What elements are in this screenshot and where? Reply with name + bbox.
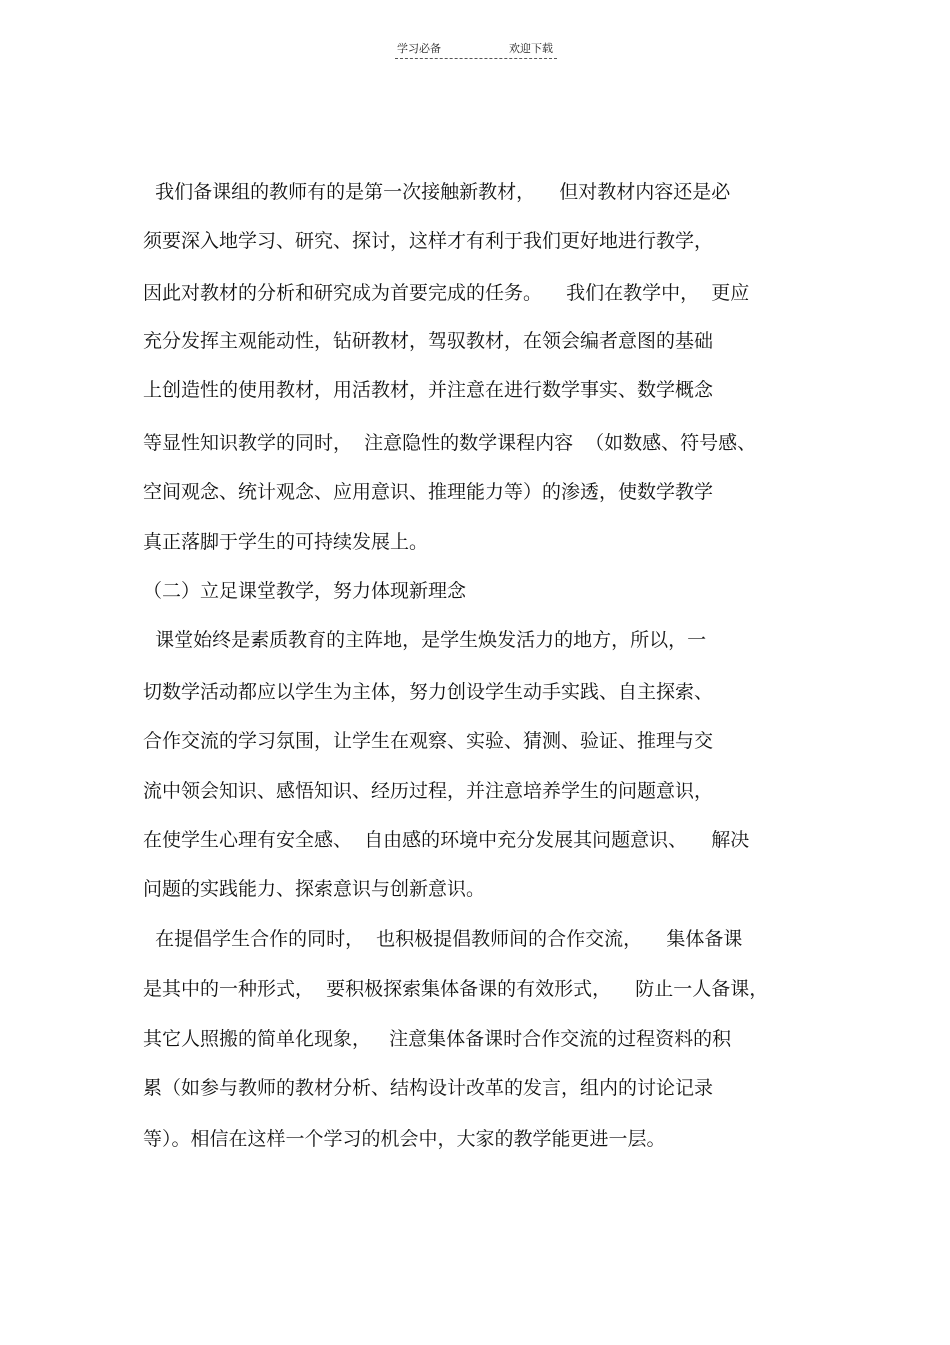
header-right-text: 欢迎下载: [509, 42, 553, 55]
text-line: 我们备课组的教师有的是第一次接触新教材， 但对教材内容还是必: [143, 181, 731, 203]
section-heading: （二）立足课堂教学，努力体现新理念: [143, 580, 467, 602]
text-line: 因此对教材的分析和研究成为首要完成的任务。 我们在教学中， 更应: [143, 282, 750, 304]
text-line: 须要深入地学习、研究、探讨，这样才有利于我们更好地进行教学，: [143, 230, 714, 252]
text-line: 合作交流的学习氛围，让学生在观察、实验、猜测、验证、推理与交: [143, 730, 714, 752]
text-line: 切数学活动都应以学生为主体，努力创设学生动手实践、自主探索、: [143, 681, 714, 703]
text-line: 在提倡学生合作的同时， 也积极提倡教师间的合作交流， 集体备课: [143, 928, 743, 950]
text-line: 充分发挥主观能动性，钻研教材，驾驭教材，在领会编者意图的基础: [143, 330, 714, 352]
text-line: 空间观念、统计观念、应用意识、推理能力等）的渗透，使数学教学: [143, 481, 714, 503]
header-left-text: 学习必备: [397, 42, 441, 55]
text-line: 真正落脚于学生的可持续发展上。: [143, 531, 429, 553]
text-line: 等）。相信在这样一个学习的机会中，大家的教学能更进一层。: [143, 1128, 666, 1150]
text-line: 等显性知识教学的同时， 注意隐性的数学课程内容 （如数感、符号感、: [143, 432, 757, 454]
page-header: [395, 38, 557, 59]
text-line: 是其中的一种形式， 要积极探索集体备课的有效形式， 防止一人备课，: [143, 978, 769, 1000]
text-line: 课堂始终是素质教育的主阵地，是学生焕发活力的地方，所以，一: [143, 629, 707, 651]
text-line: 流中领会知识、感悟知识、经历过程，并注意培养学生的问题意识，: [143, 780, 714, 802]
text-line: 累（如参与教师的教材分析、结构设计改革的发言，组内的讨论记录: [143, 1077, 714, 1099]
text-line: 在使学生心理有安全感、 自由感的环境中充分发展其问题意识、 解决: [143, 829, 750, 851]
text-line: 其它人照搬的简单化现象， 注意集体备课时合作交流的过程资料的积: [143, 1028, 732, 1050]
text-line: 上创造性的使用教材，用活教材，并注意在进行数学事实、数学概念: [143, 379, 714, 401]
text-line: 问题的实践能力、探索意识与创新意识。: [143, 878, 486, 900]
